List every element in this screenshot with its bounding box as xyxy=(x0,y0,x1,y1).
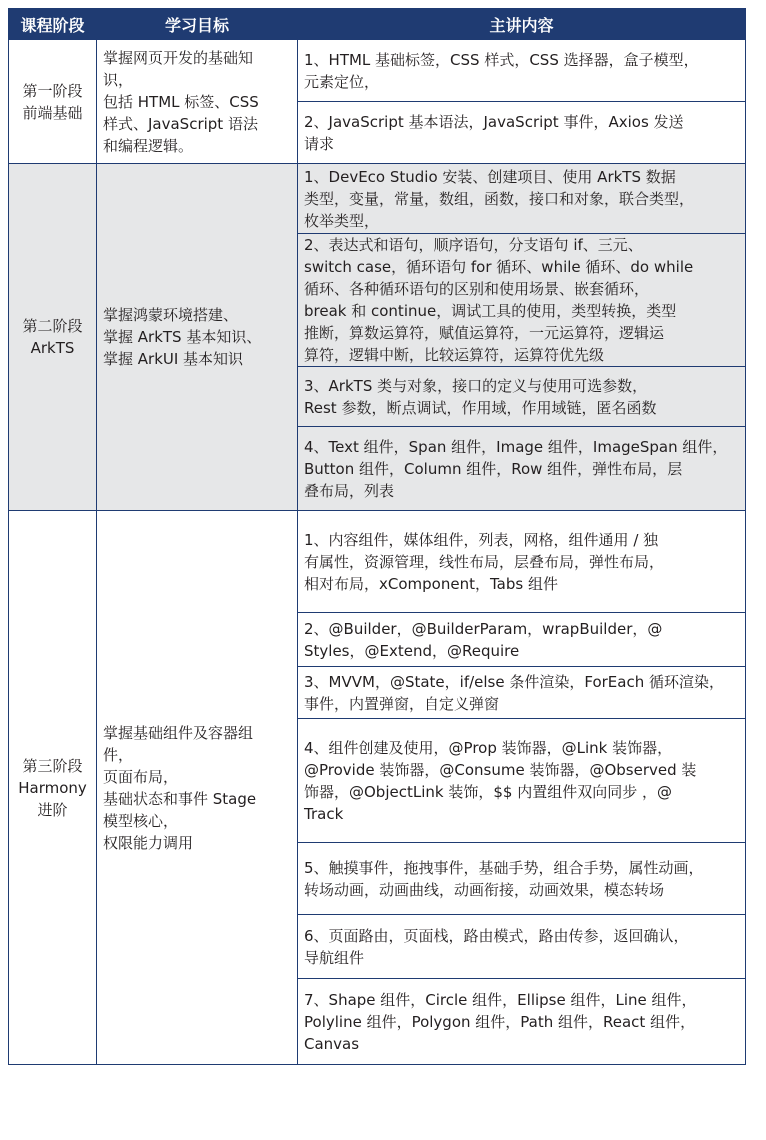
content-cell xyxy=(298,511,746,613)
content-text-line: 2、表达式和语句，顺序语句，分支语句 if、三元、 xyxy=(304,236,643,254)
content-text-line: 算符，逻辑中断，比较运算符，运算符优先级 xyxy=(304,346,605,364)
header-stage: 课程阶段 xyxy=(9,9,97,40)
table-row xyxy=(9,511,746,613)
header-content: 主讲内容 xyxy=(298,9,746,40)
content-cell xyxy=(298,234,746,367)
stage-label-line: 第一阶段 xyxy=(22,81,83,100)
goal-cell xyxy=(97,40,298,164)
content-text-line: Button 组件，Column 组件，Row 组件，弹性布局，层 xyxy=(304,459,683,478)
content-text-line: 7、Shape 组件，Circle 组件，Ellipse 组件，Line 组件， xyxy=(304,990,697,1009)
content-text-line: 1、HTML 基础标签，CSS 样式，CSS 选择器，盒子模型， xyxy=(304,50,699,69)
content-text-line: 枚举类型， xyxy=(304,211,380,230)
content-text-line: 6、页面路由，页面栈，路由模式，路由传参，返回确认， xyxy=(304,926,689,945)
goal-text-line: 页面布局， xyxy=(103,767,179,786)
content-text-line: 叠布局，列表 xyxy=(304,481,395,500)
content-text-line: 有属性，资源管理，线性布局，层叠布局，弹性布局， xyxy=(304,552,665,571)
content-text-line: 4、组件创建及使用，@Prop 装饰器，@Link 装饰器， xyxy=(304,738,673,757)
content-cell xyxy=(298,719,746,843)
header-row xyxy=(9,9,746,40)
content-text-line: Track xyxy=(304,804,344,823)
content-text-line: break 和 continue，调试工具的使用，类型转换，类型 xyxy=(304,302,677,320)
content-cell xyxy=(298,164,746,234)
content-text-line: switch case，循环语句 for 循环、while 循环、do while xyxy=(304,258,694,276)
goal-text-line: 掌握 ArkTS 基本知识、 xyxy=(103,328,262,346)
content-cell xyxy=(298,979,746,1065)
content-text-line: 推断，算数运算符，赋值运算符，一元运算符，逻辑运 xyxy=(304,324,665,342)
content-cell xyxy=(298,40,746,102)
table-body xyxy=(9,40,746,1065)
content-text-line: 循环、各种循环语句的区别和使用场景、嵌套循环， xyxy=(304,280,650,298)
goal-text-line: 包括 HTML 标签、CSS xyxy=(103,92,259,111)
content-text-line: 4、Text 组件，Span 组件，Image 组件，ImageSpan 组件， xyxy=(304,437,728,456)
content-text-line: 3、MVVM，@State，if/else 条件渲染，ForEach 循环渲染， xyxy=(304,672,724,691)
goal-cell xyxy=(97,164,298,511)
content-cell xyxy=(298,915,746,979)
stage-label-line: 第三阶段 xyxy=(22,756,83,775)
content-text-line: 元素定位， xyxy=(304,72,380,91)
stage-label-line: ArkTS xyxy=(30,339,75,357)
content-text-line: Canvas xyxy=(304,1034,360,1053)
content-cell xyxy=(298,427,746,511)
goal-text-line: 掌握网页开发的基础知 xyxy=(103,48,254,67)
content-cell xyxy=(298,367,746,427)
content-text-line: 2、JavaScript 基本语法，JavaScript 事件，Axios 发送 xyxy=(304,112,684,131)
goal-text-line: 识， xyxy=(103,70,134,89)
goal-text-line: 件， xyxy=(103,745,134,764)
content-text-line: 请求 xyxy=(304,134,335,153)
goal-text-line: 掌握基础组件及容器组 xyxy=(103,723,254,742)
stage-label-line: 前端基础 xyxy=(22,103,83,122)
table-row xyxy=(9,40,746,102)
content-text-line: 1、DevEco Studio 安装、创建项目、使用 ArkTS 数据 xyxy=(304,167,676,186)
curriculum-table xyxy=(8,8,746,1065)
content-text-line: 5、触摸事件，拖拽事件，基础手势，组合手势，属性动画， xyxy=(304,858,704,877)
content-text-line: 相对布局，xComponent，Tabs 组件 xyxy=(304,574,558,593)
goal-text-line: 掌握鸿蒙环境搭建、 xyxy=(103,306,239,324)
stage-cell xyxy=(9,511,97,1065)
content-text-line: 饰器，@ObjectLink 装饰，$$ 内置组件双向同步 ，@ xyxy=(304,782,672,801)
goal-text-line: 掌握 ArkUI 基本知识 xyxy=(103,350,244,368)
header-goal: 学习目标 xyxy=(97,9,298,40)
content-text-line: 导航组件 xyxy=(304,948,365,967)
content-text-line: Polyline 组件，Polygon 组件，Path 组件，React 组件， xyxy=(304,1012,696,1031)
stage-label-line: 第二阶段 xyxy=(22,317,83,335)
curriculum-table-wrapper xyxy=(8,8,745,1065)
goal-text-line: 权限能力调用 xyxy=(103,833,194,852)
stage-label-line: 进阶 xyxy=(37,800,68,819)
goal-text-line: 模型核心， xyxy=(103,811,179,830)
content-text-line: 2、@Builder，@BuilderParam，wrapBuilder，@ xyxy=(304,619,663,638)
stage-cell xyxy=(9,164,97,511)
content-text-line: 事件，内置弹窗，自定义弹窗 xyxy=(304,694,500,713)
content-cell xyxy=(298,843,746,915)
content-text-line: Styles，@Extend，@Require xyxy=(304,641,520,660)
content-text-line: Rest 参数，断点调试，作用域，作用域链，匿名函数 xyxy=(304,398,657,417)
goal-cell xyxy=(97,511,298,1065)
goal-text-line: 和编程逻辑。 xyxy=(103,136,194,155)
goal-text-line: 基础状态和事件 Stage xyxy=(103,789,257,808)
content-cell xyxy=(298,102,746,164)
content-text-line: 1、内容组件，媒体组件，列表，网格，组件通用 / 独 xyxy=(304,530,659,549)
table-row xyxy=(9,164,746,234)
content-text-line: @Provide 装饰器，@Consume 装饰器，@Observed 装 xyxy=(304,760,697,779)
content-text-line: 类型，变量，常量，数组，函数，接口和对象，联合类型， xyxy=(304,189,695,208)
content-text-line: 转场动画，动画曲线，动画衔接，动画效果，模态转场 xyxy=(304,880,665,899)
goal-text-line: 样式、JavaScript 语法 xyxy=(103,114,258,133)
stage-cell xyxy=(9,40,97,164)
content-text-line: 3、ArkTS 类与对象，接口的定义与使用可选参数， xyxy=(304,376,648,395)
stage-label-line: Harmony xyxy=(18,778,87,797)
content-cell xyxy=(298,667,746,719)
content-cell xyxy=(298,613,746,667)
